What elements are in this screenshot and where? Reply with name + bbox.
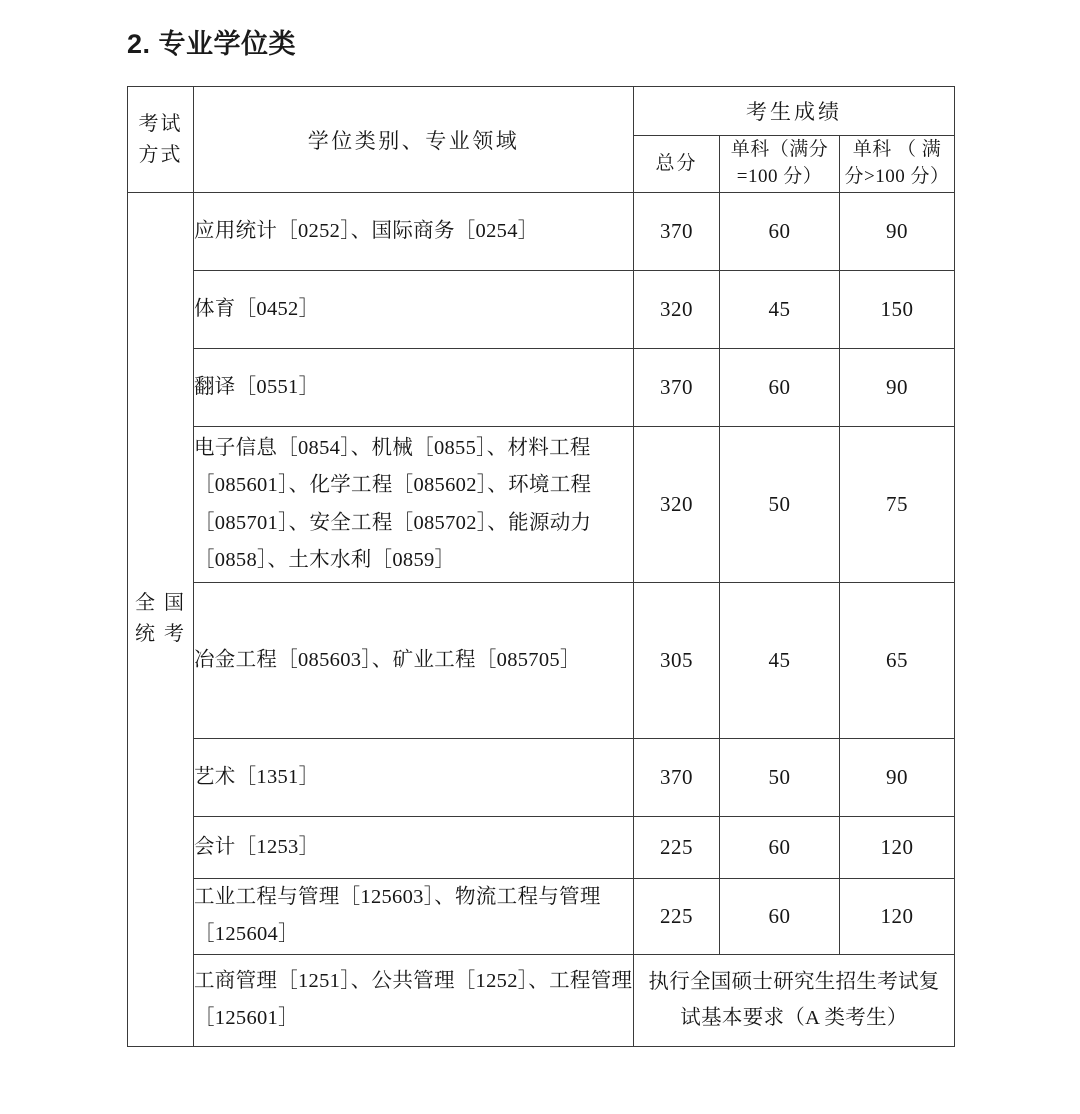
single-gt100-cell: 75 xyxy=(840,427,955,583)
single-eq100-cell: 60 xyxy=(720,879,840,955)
field-line: 工商管理［1251］、公共管理［1252］、工程管理 xyxy=(194,969,633,992)
table-row xyxy=(128,879,955,955)
header-exam-method-line2: 方式 xyxy=(138,143,183,166)
header-single-eq100-line2: =100 分） xyxy=(736,166,823,187)
field-line: 电子信息［0854］、机械［0855］、材料工程 xyxy=(194,436,591,459)
total-score-cell: 225 xyxy=(634,879,720,955)
total-score-cell: 370 xyxy=(634,193,720,271)
field-line: 应用统计［0252］、国际商务［0254］ xyxy=(194,219,539,242)
single-gt100-cell: 90 xyxy=(840,193,955,271)
exam-method-line1: 全 国 xyxy=(135,592,186,615)
total-score-cell: 225 xyxy=(634,817,720,879)
single-gt100-cell: 90 xyxy=(840,349,955,427)
table-row xyxy=(128,271,955,349)
field-cell xyxy=(194,427,634,583)
header-degree-field: 学位类别、专业领域 xyxy=(194,87,634,193)
field-cell xyxy=(194,817,634,879)
single-eq100-cell: 45 xyxy=(720,583,840,739)
header-single-eq100-line1: 单科（满分 xyxy=(730,139,829,161)
field-line: ［0858］、土木水利［0859］ xyxy=(194,548,456,571)
field-line: 艺术［1351］ xyxy=(194,765,320,788)
field-line: 工业工程与管理［125603］、物流工程与管理 xyxy=(194,886,601,908)
single-gt100-cell: 65 xyxy=(840,583,955,739)
single-eq100-cell: 60 xyxy=(720,193,840,271)
note-line: 执行全国硕士研究生招生考试复 xyxy=(648,970,940,993)
field-line: ［125601］ xyxy=(194,1007,299,1030)
field-cell xyxy=(194,879,634,955)
field-line: 冶金工程［085603］、矿业工程［085705］ xyxy=(194,648,581,671)
header-single-gt100-line2: 分>100 分） xyxy=(844,166,950,187)
single-eq100-cell: 45 xyxy=(720,271,840,349)
header-exam-method xyxy=(128,87,194,193)
table-header-row-1 xyxy=(128,87,955,136)
table-row xyxy=(128,739,955,817)
field-line: ［125604］ xyxy=(194,923,299,946)
single-gt100-cell: 90 xyxy=(840,739,955,817)
table-row xyxy=(128,817,955,879)
merged-note-cell xyxy=(634,954,955,1046)
field-cell xyxy=(194,349,634,427)
header-single-subject-gt100 xyxy=(840,136,955,193)
field-cell xyxy=(194,583,634,739)
header-single-subject-eq100 xyxy=(720,136,840,193)
header-candidate-scores: 考生成绩 xyxy=(634,87,955,136)
single-gt100-cell: 150 xyxy=(840,271,955,349)
total-score-cell: 305 xyxy=(634,583,720,739)
table-row-merged-note xyxy=(128,954,955,1046)
field-line: 翻译［0551］ xyxy=(194,375,320,398)
score-table-container xyxy=(127,86,954,1047)
exam-method-national-unified xyxy=(128,193,194,1047)
single-eq100-cell: 50 xyxy=(720,739,840,817)
field-line: 体育［0452］ xyxy=(194,297,320,320)
table-row xyxy=(128,583,955,739)
field-cell xyxy=(194,271,634,349)
total-score-cell: 320 xyxy=(634,427,720,583)
single-eq100-cell: 60 xyxy=(720,349,840,427)
total-score-cell: 320 xyxy=(634,271,720,349)
table-row xyxy=(128,193,955,271)
header-single-gt100-line1: 单科 （ 满 xyxy=(852,139,942,161)
single-eq100-cell: 60 xyxy=(720,817,840,879)
field-line: 会计［1253］ xyxy=(194,835,320,858)
total-score-cell: 370 xyxy=(634,739,720,817)
field-line: ［085701］、安全工程［085702］、能源动力 xyxy=(194,511,592,534)
professional-degree-score-table xyxy=(127,86,955,1047)
field-cell xyxy=(194,954,634,1046)
note-line: 试基本要求（A 类考生） xyxy=(680,1007,908,1030)
field-cell xyxy=(194,739,634,817)
exam-method-line2: 统 考 xyxy=(135,623,186,646)
single-eq100-cell: 50 xyxy=(720,427,840,583)
total-score-cell: 370 xyxy=(634,349,720,427)
single-gt100-cell: 120 xyxy=(840,817,955,879)
field-line: ［085601］、化学工程［085602］、环境工程 xyxy=(194,474,592,497)
header-total-score: 总分 xyxy=(634,136,720,193)
header-exam-method-line1: 考试 xyxy=(138,112,183,135)
field-cell xyxy=(194,193,634,271)
table-row xyxy=(128,349,955,427)
page-title: 2. 专业学位类 xyxy=(127,29,297,59)
table-row xyxy=(128,427,955,583)
single-gt100-cell: 120 xyxy=(840,879,955,955)
